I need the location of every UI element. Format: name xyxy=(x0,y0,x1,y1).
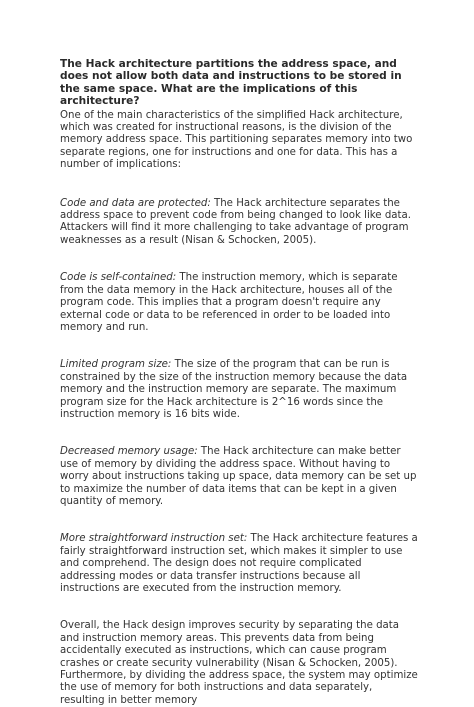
implication-text: The Hack architecture features a fairly straightforward instruction set, which makes it simpler to use and comprehend. The design does not require complicated addressing modes or data transfer instructions because all instructions are executed from the instruction memory. xyxy=(60,533,418,594)
conclusion-paragraph: Overall, the Hack design improves security by separating the data and instruction memory areas. This prevents data from being accidentally executed as instructions, which can cause program crashes or create security vulnerability (Nisan & Schocken, 2005). Furthermore, by dividing the address space, the system may optimize the use of memory for both instructions and data separately, resulting in better memory xyxy=(60,620,418,706)
implication-term: More straightforward instruction set: xyxy=(60,533,248,545)
document-page xyxy=(60,58,420,707)
implication-term: Limited program size: xyxy=(60,359,172,371)
implication-text: The instruction memory, which is separate from the data memory in the Hack architecture, houses all of the program code. This implies that a program doesn't require any external code or data to be referenced in order to be loaded into memory and run. xyxy=(60,272,398,333)
implication-text: The size of the program that can be run is constrained by the size of the instruction memory because the data memory and the instruction memory are separate. The maximum program size for the Hack architecture is 2^16 words since the instruction memory is 16 bits wide. xyxy=(60,359,408,420)
implication-term: Code and data are protected: xyxy=(60,197,211,209)
implication-code-self-contained xyxy=(60,272,420,334)
implication-straightforward-instruction-set xyxy=(60,533,420,595)
implication-text: The Hack architecture separates the address space to prevent code from being changed to look like data. Attackers will find it more challenging to take advantage of program weaknesses as a result (Nisan & Schocken, 2005). xyxy=(60,197,411,246)
question-heading: The Hack architecture partitions the address space, and does not allow both data and instructions to be stored in the same space. What are the implications of this architecture? xyxy=(60,58,402,108)
intro-paragraph: One of the main characteristics of the simplified Hack architecture, which was created for instructional reasons, is the division of the memory address space. This partitioning separates memory into two separate regions, one for instructions and one for data. This has a number of implications: xyxy=(60,109,413,171)
implication-text: The Hack architecture can make better use of memory by dividing the address space. Without having to worry about instructions taking up space, data memory can be set up to maximize the number of data items that can be kept in a given quantity of memory. xyxy=(60,446,417,507)
implication-term: Decreased memory usage: xyxy=(60,446,198,458)
implication-limited-program-size xyxy=(60,359,420,421)
implication-decreased-memory-usage xyxy=(60,446,420,508)
implication-code-data-protected xyxy=(60,198,420,248)
implication-term: Code is self-contained: xyxy=(60,272,177,284)
